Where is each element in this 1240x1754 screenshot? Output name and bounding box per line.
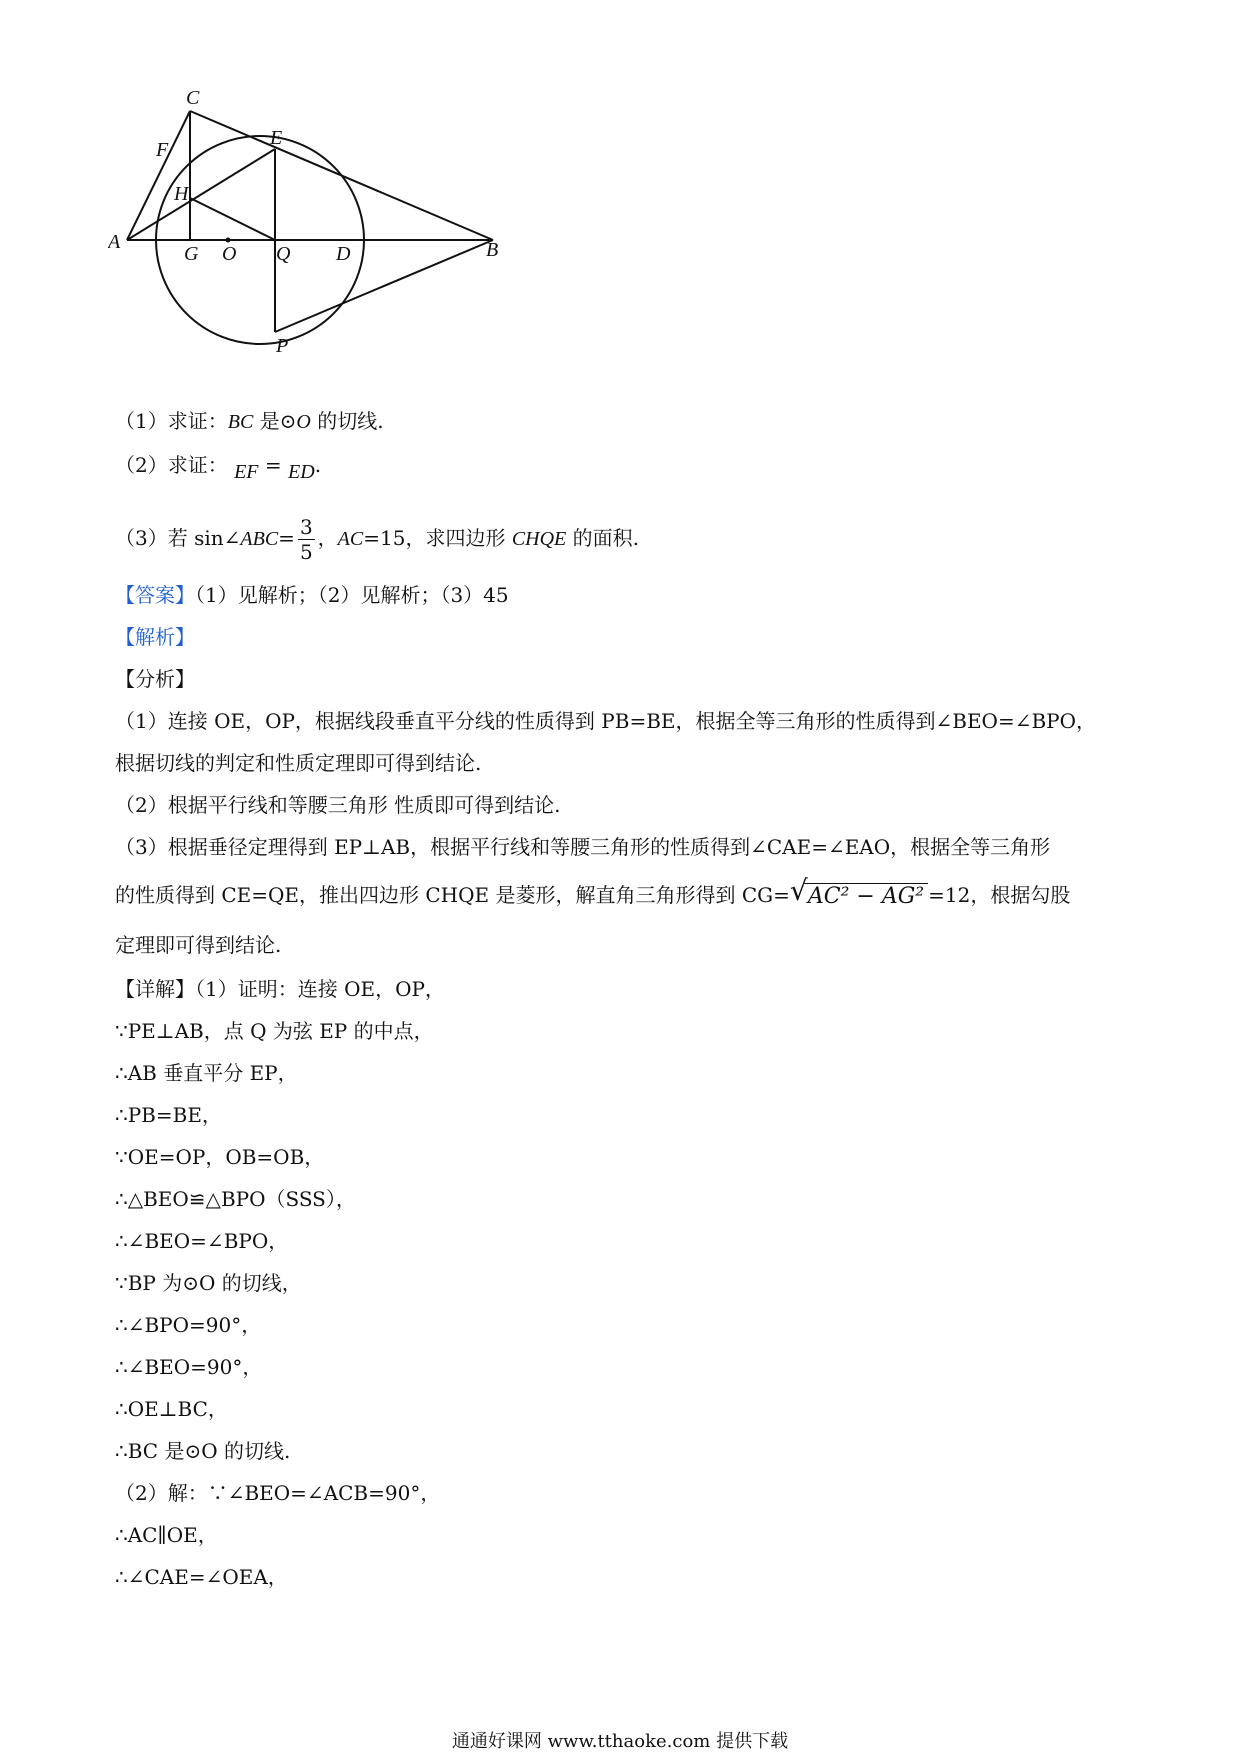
line-hq xyxy=(190,198,275,240)
label-g: G xyxy=(184,243,199,265)
jiexi-tag: 【解析】 xyxy=(115,625,195,649)
detail-line: ∴∠BEO=∠BPO， xyxy=(115,1229,289,1253)
detail-line: ∴∠CAE=∠OEA， xyxy=(115,1565,288,1589)
label-h: H xyxy=(174,183,189,205)
detail-line: ∴∠BEO=90°， xyxy=(115,1355,263,1379)
label-p: P xyxy=(276,335,289,357)
detail-line: ∴BC 是⊙O 的切线. xyxy=(115,1439,291,1463)
detail-line: 【详解】（1）证明：连接 OE，OP， xyxy=(115,977,445,1001)
analysis-tag: 【分析】 xyxy=(115,667,195,691)
analysis-line-6: 定理即可得到结论. xyxy=(115,933,282,957)
label-e: E xyxy=(270,127,283,149)
detail-line: ∵OE=OP，OB=OB， xyxy=(115,1145,325,1169)
analysis-line-2: 根据切线的判定和性质定理即可得到结论. xyxy=(115,751,482,775)
jiexi-line xyxy=(115,624,195,650)
detail-line: ∴AC∥OE， xyxy=(115,1523,218,1547)
question-1: （1）求证：BC 是⊙O 的切线. xyxy=(115,409,384,433)
question-2: （2）求证： EF = ED. xyxy=(115,453,322,483)
detail-line: ∵PE⊥AB，点 Q 为弦 EP 的中点， xyxy=(115,1019,434,1043)
analysis-line-5: 的性质得到 CE=QE，推出四边形 CHQE 是菱形，解直角三角形得到 CG= √ AC² − AG² =12，根据勾股 xyxy=(115,878,1070,914)
sqrt-expression: √ AC² − AG² xyxy=(790,880,928,914)
detail-line: （2）解：∵∠BEO=∠ACB=90°， xyxy=(115,1481,441,1505)
answer-line: 【答案】（1）见解析；（2）见解析；（3）45 xyxy=(115,583,509,607)
analysis-line-1: （1）连接 OE，OP，根据线段垂直平分线的性质得到 PB=BE，根据全等三角形的性质得到∠BEO=∠BPO， xyxy=(115,709,1097,733)
analysis-line-4: （3）根据垂径定理得到 EP⊥AB，根据平行线和等腰三角形的性质得到∠CAE=∠EAO，根据全等三角形 xyxy=(115,835,1051,859)
label-c: C xyxy=(186,87,200,109)
detail-line: ∴AB 垂直平分 EP， xyxy=(115,1061,298,1085)
line-pb xyxy=(275,240,493,332)
geometry-figure xyxy=(108,84,568,394)
detail-line: ∴∠BPO=90°， xyxy=(115,1313,262,1337)
arc-ed: ED xyxy=(288,461,315,483)
detail-line: ∴PB=BE， xyxy=(115,1103,222,1127)
label-o: O xyxy=(222,243,237,265)
detail-line: ∵BP 为⊙O 的切线， xyxy=(115,1271,302,1295)
question-3: （3）若 sin∠ABC= $\frac{3}{5}$ ，AC=15，求四边形 CHQE 的面积. xyxy=(115,515,639,564)
label-f: F xyxy=(156,139,169,161)
label-a: A xyxy=(108,231,121,253)
label-b: B xyxy=(486,239,499,261)
arc-ef: EF xyxy=(234,461,259,483)
analysis-line-3: （2）根据平行线和等腰三角形 性质即可得到结论. xyxy=(115,793,561,817)
page-footer: 通通好课网 www.tthaoke.com 提供下载 xyxy=(451,1731,789,1752)
label-d: D xyxy=(336,243,351,265)
fraction: $\frac{3}{5}$ xyxy=(299,515,313,564)
label-q: Q xyxy=(276,243,291,265)
circle-tangent-diagram xyxy=(108,84,568,394)
detail-line: ∴OE⊥BC， xyxy=(115,1397,228,1421)
center-dot xyxy=(226,238,231,243)
detail-line: ∴△BEO≌△BPO（SSS）， xyxy=(115,1187,356,1211)
answer-tag: 【答案】 xyxy=(115,583,195,607)
